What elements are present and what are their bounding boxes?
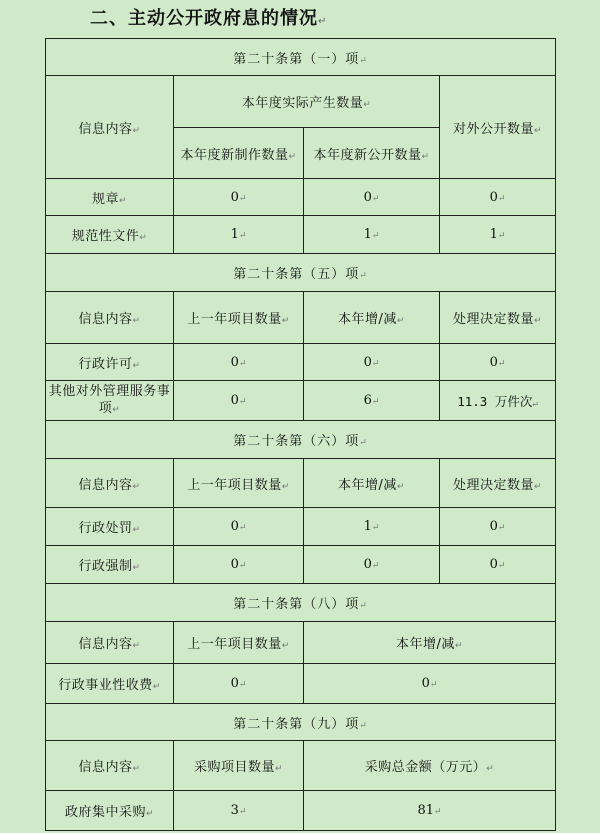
cell-value <box>440 179 556 216</box>
cell-text: 其他对外管理服务事项 <box>48 383 171 416</box>
table-row <box>46 508 556 546</box>
cell-end-mark-icon: ↵ <box>238 561 247 571</box>
cell-end-mark-icon: ↵ <box>132 481 141 492</box>
cell-text: 本年度实际产生数量 <box>241 96 364 111</box>
cell-end-mark-icon: ↵ <box>139 233 148 243</box>
cell-value <box>440 381 556 421</box>
header-row <box>46 292 556 344</box>
cell-end-mark-icon: ↵ <box>238 680 247 690</box>
cell-end-mark-icon: ↵ <box>132 764 141 774</box>
cell-value <box>440 216 556 254</box>
header-cell <box>304 622 556 664</box>
cell-end-mark-icon: ↵ <box>281 316 290 326</box>
cell-end-mark-icon: ↵ <box>112 404 121 415</box>
cell-end-mark-icon: ↵ <box>359 438 368 448</box>
header-cell <box>174 292 304 344</box>
cell-end-mark-icon: ↵ <box>238 397 247 407</box>
cell-text: 1 <box>363 519 372 534</box>
cell-text: 行政处罚 <box>78 521 133 536</box>
cell-text: 0 <box>421 676 430 691</box>
row-label <box>46 508 174 546</box>
table-row <box>46 546 556 584</box>
table-row <box>46 381 556 421</box>
section-title-row <box>46 39 556 76</box>
table-row <box>46 344 556 381</box>
cell-text: 上一年项目数量 <box>187 477 282 493</box>
header-cell <box>304 741 556 791</box>
cell-end-mark-icon: ↵ <box>434 807 442 817</box>
row-label <box>46 179 174 216</box>
cell-text: 上一年项目数量 <box>187 312 282 327</box>
cell-end-mark-icon: ↵ <box>274 764 284 774</box>
cell-end-mark-icon: ↵ <box>396 481 405 492</box>
cell-text: 3 <box>230 803 239 818</box>
cell-value <box>174 508 304 546</box>
cell-value <box>174 216 304 254</box>
cell-end-mark-icon: ↵ <box>281 641 290 651</box>
section-title <box>46 584 556 622</box>
header-annual-produced <box>174 76 440 128</box>
cell-end-mark-icon: ↵ <box>238 358 247 369</box>
cell-end-mark-icon: ↵ <box>371 397 380 407</box>
cell-text: 信息内容 <box>78 760 133 775</box>
header-cell <box>46 459 174 508</box>
cell-text: 政府集中采购 <box>64 805 146 820</box>
table-row <box>46 216 556 254</box>
header-cell <box>174 741 304 791</box>
section-title-row <box>46 421 556 459</box>
section-title <box>46 704 556 741</box>
cell-value <box>174 344 304 381</box>
cell-end-mark-icon: ↵ <box>145 809 155 819</box>
header-cell <box>46 741 174 791</box>
cell-text: 信息内容 <box>78 121 133 137</box>
cell-end-mark-icon: ↵ <box>238 807 247 817</box>
cell-end-mark-icon: ↵ <box>371 358 380 369</box>
cell-text: 1 <box>230 227 239 242</box>
table-row <box>46 791 556 831</box>
section-title-row <box>46 704 556 741</box>
section-title-row <box>46 254 556 292</box>
header-public-count <box>440 76 556 179</box>
header-info-content <box>46 76 174 179</box>
cell-text: 第二十条第（九）项 <box>233 716 360 732</box>
document-title <box>90 6 327 35</box>
header-row <box>46 459 556 508</box>
row-label <box>46 791 174 831</box>
section-title <box>46 254 556 292</box>
cell-end-mark-icon: ↵ <box>281 481 290 492</box>
cell-text: 0 <box>230 393 239 408</box>
cell-end-mark-icon: ↵ <box>359 720 368 731</box>
cell-text: 0 <box>489 189 498 205</box>
cell-text: 第二十条第（八）项 <box>233 597 360 612</box>
cell-text: 第二十条第（五）项 <box>233 267 360 282</box>
cell-text: 规章 <box>91 191 119 207</box>
cell-text: 行政强制 <box>78 559 133 574</box>
cell-end-mark-icon: ↵ <box>238 523 247 533</box>
cell-text: 0 <box>489 557 498 572</box>
header-cell <box>46 292 174 344</box>
section-title <box>46 39 556 76</box>
table-row <box>46 664 556 704</box>
cell-text: 本年度新制作数量 <box>180 147 289 163</box>
cell-end-mark-icon: ↵ <box>359 55 368 66</box>
document-title-text: 二、主动公开政府息的情况 <box>90 8 318 29</box>
cell-text: 本年度新公开数量 <box>313 147 422 163</box>
cell-end-mark-icon: ↵ <box>486 764 495 774</box>
cell-text: 行政事业性收费 <box>58 678 153 693</box>
cell-text: 0 <box>230 519 239 534</box>
cell-end-mark-icon: ↵ <box>454 641 463 651</box>
cell-end-mark-icon: ↵ <box>132 360 141 371</box>
disclosure-table <box>45 38 556 831</box>
cell-text: 0 <box>489 519 498 534</box>
cell-end-mark-icon: ↵ <box>533 481 543 492</box>
cell-text: 第二十条第（六）项 <box>233 434 360 449</box>
cell-value <box>440 344 556 381</box>
cell-end-mark-icon: ↵ <box>359 271 368 281</box>
cell-value <box>440 546 556 584</box>
section-title-row <box>46 584 556 622</box>
cell-value <box>304 791 556 831</box>
cell-text: 0 <box>363 354 372 370</box>
cell-end-mark-icon: ↵ <box>533 125 543 136</box>
cell-value <box>304 664 556 704</box>
cell-end-mark-icon: ↵ <box>533 316 543 326</box>
cell-end-mark-icon: ↵ <box>363 100 372 110</box>
row-label <box>46 216 174 254</box>
cell-value <box>440 508 556 546</box>
cell-value <box>174 664 304 704</box>
cell-text: 81 <box>417 803 434 818</box>
header-cell <box>440 292 556 344</box>
cell-text: 6 <box>363 393 372 408</box>
cell-value <box>304 344 440 381</box>
cell-text: 本年增/减 <box>338 477 397 493</box>
header-row <box>46 622 556 664</box>
cell-end-mark-icon: ↵ <box>497 231 506 241</box>
cell-value <box>304 179 440 216</box>
cell-end-mark-icon: ↵ <box>132 563 141 573</box>
cell-text: 1 <box>363 227 372 242</box>
cell-end-mark-icon: ↵ <box>532 398 538 409</box>
cell-text: 0 <box>363 557 372 572</box>
header-cell <box>304 459 440 508</box>
table-row <box>46 179 556 216</box>
cell-end-mark-icon: ↵ <box>288 151 297 162</box>
cell-value <box>304 546 440 584</box>
cell-end-mark-icon: ↵ <box>132 641 141 651</box>
cell-text: 行政许可 <box>78 356 133 372</box>
row-label <box>46 381 174 421</box>
cell-text: 0 <box>230 557 239 572</box>
row-label <box>46 344 174 381</box>
cell-text: 规范性文件 <box>71 229 140 244</box>
cell-text: 信息内容 <box>78 637 133 652</box>
cell-end-mark-icon: ↵ <box>371 231 380 241</box>
cell-end-mark-icon: ↵ <box>238 231 247 241</box>
cell-value <box>304 508 440 546</box>
cell-text: 信息内容 <box>78 477 133 493</box>
cell-end-mark-icon: ↵ <box>371 193 380 204</box>
cell-end-mark-icon: ↵ <box>497 358 506 369</box>
header-cell <box>174 622 304 664</box>
cell-text: 0 <box>230 354 239 370</box>
cell-text: 采购总金额（万元） <box>364 760 487 775</box>
header-cell <box>46 622 174 664</box>
cell-end-mark-icon: ↵ <box>429 680 438 690</box>
header-cell <box>304 292 440 344</box>
cell-value <box>174 381 304 421</box>
header-new-made <box>174 128 304 179</box>
cell-text: 采购项目数量 <box>193 760 275 775</box>
cell-end-mark-icon: ↵ <box>497 523 506 533</box>
header-cell <box>440 459 556 508</box>
cell-value <box>174 179 304 216</box>
cell-end-mark-icon: ↵ <box>118 195 128 206</box>
cell-text: 0 <box>230 189 239 205</box>
cell-end-mark-icon: ↵ <box>359 601 368 611</box>
section-title <box>46 421 556 459</box>
cell-end-mark-icon: ↵ <box>421 151 430 162</box>
cell-text: 本年增/减 <box>396 637 455 652</box>
cell-end-mark-icon: ↵ <box>371 561 380 571</box>
cell-end-mark-icon: ↵ <box>371 523 380 533</box>
row-label <box>46 664 174 704</box>
cell-value <box>304 381 440 421</box>
cell-text: 1 <box>489 227 498 242</box>
cell-text: 信息内容 <box>78 312 133 327</box>
cell-text: 本年增/减 <box>338 312 397 327</box>
cell-text: 0 <box>363 189 372 205</box>
cell-text: 第二十条第（一）项 <box>233 51 360 67</box>
cell-text: 处理决定数量 <box>452 312 534 327</box>
cell-end-mark-icon: ↵ <box>132 525 141 535</box>
cell-text: 11.3 万件次 <box>457 393 533 409</box>
cell-end-mark-icon: ↵ <box>396 316 405 326</box>
cell-end-mark-icon: ↵ <box>152 682 161 692</box>
paragraph-mark-icon: ↵ <box>318 16 328 27</box>
header-new-public <box>304 128 440 179</box>
cell-end-mark-icon: ↵ <box>132 125 141 136</box>
cell-text: 处理决定数量 <box>452 477 534 493</box>
header-row <box>46 76 556 128</box>
cell-end-mark-icon: ↵ <box>497 193 506 204</box>
cell-end-mark-icon: ↵ <box>497 561 506 571</box>
header-cell <box>174 459 304 508</box>
cell-value <box>174 546 304 584</box>
cell-value <box>174 791 304 831</box>
header-row <box>46 741 556 791</box>
cell-end-mark-icon: ↵ <box>132 316 141 326</box>
cell-text: 0 <box>230 676 239 691</box>
cell-end-mark-icon: ↵ <box>238 193 247 204</box>
cell-text: 0 <box>489 354 498 370</box>
cell-text: 上一年项目数量 <box>187 637 282 652</box>
cell-value <box>304 216 440 254</box>
row-label <box>46 546 174 584</box>
cell-text: 对外公开数量 <box>452 121 534 137</box>
